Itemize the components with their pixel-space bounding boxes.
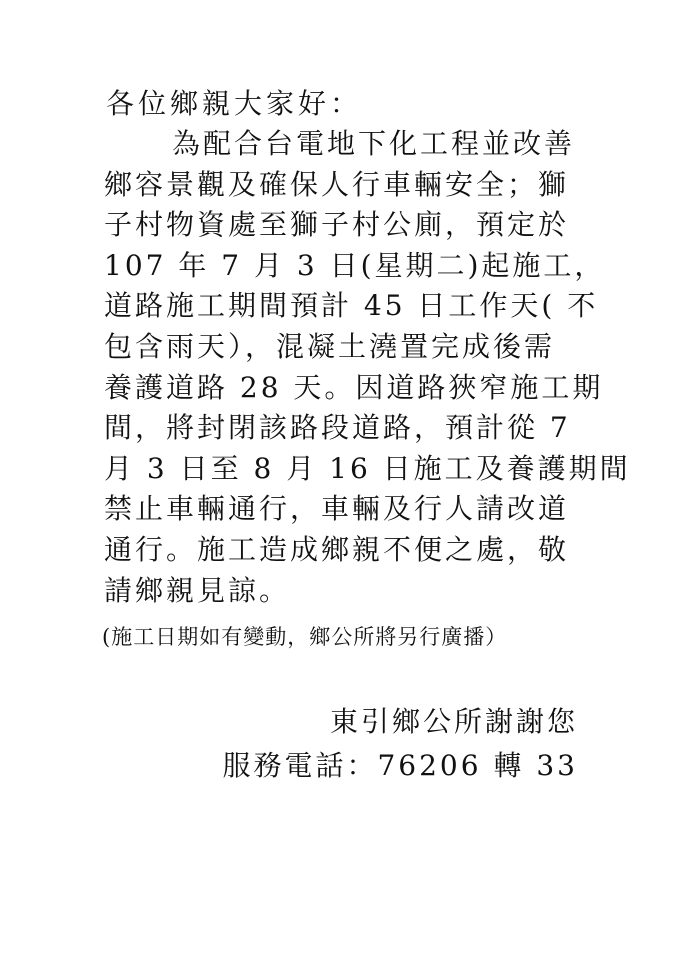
service-phone: 服務電話：76206 轉 33 [222, 749, 578, 782]
notice-body [104, 124, 631, 611]
schedule-change-note: (施工日期如有變動，鄉公所將另行廣播） [102, 625, 508, 649]
body-line: 道路施工期間預計 45 日工作天( 不 [104, 289, 599, 323]
body-line: 子村物資處至獅子村公廁，預定於 [104, 208, 570, 242]
body-line: 107 年 7 月 3 日(星期二)起施工， [104, 248, 606, 282]
body-line: 請鄉親見諒。 [104, 573, 291, 607]
body-line: 鄉容景觀及確保人行車輛安全；獅 [104, 167, 570, 201]
body-line: 為配合台電地下化工程並改善 [172, 127, 576, 160]
body-line: 通行。施工造成鄉親不便之處，敬 [104, 532, 570, 566]
body-line: 禁止車輛通行，車輛及行人請改道 [104, 492, 570, 526]
body-line: 月 3 日至 8 月 16 日施工及養護期間 [104, 451, 631, 485]
body-line: 包含雨天），混凝土澆置完成後需 [104, 329, 556, 363]
body-line: 間，將封閉該路段道路，預計從 7 [104, 411, 571, 445]
greeting: 各位鄉親大家好： [106, 87, 363, 120]
body-line: 養護道路 28 天。因道路狹窄施工期 [104, 370, 604, 404]
signature-thanks: 東引鄉公所謝謝您 [329, 705, 578, 738]
signature-block [222, 700, 578, 788]
